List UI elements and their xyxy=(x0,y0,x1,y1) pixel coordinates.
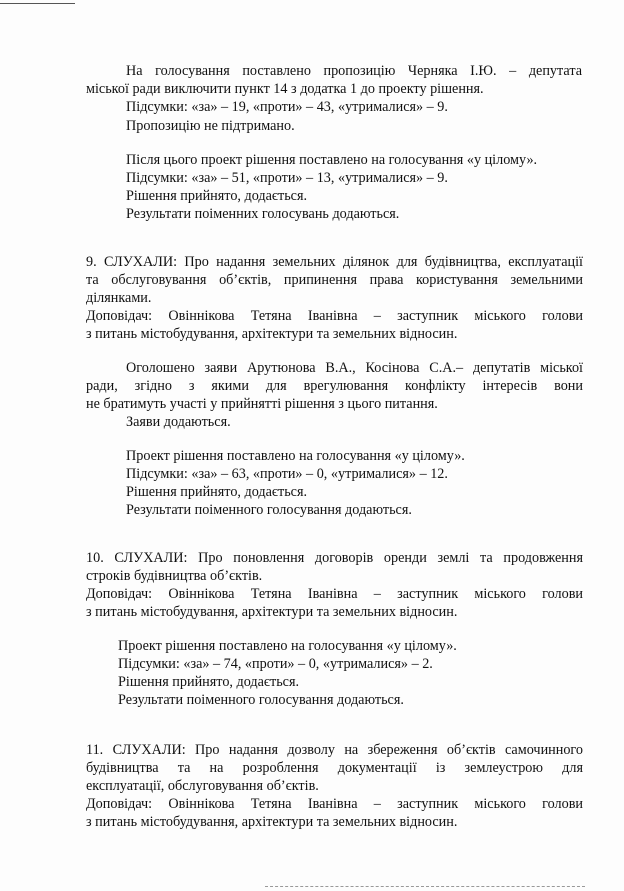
item9-statements: Оголошено заяви Арутюнова В.А., Косінова С.А.– депутатів міської xyxy=(126,360,583,376)
item10-vote-line: Проект рішення поставлено на голосування «у цілому». xyxy=(118,638,457,654)
item11-heading-cont: будівництва та на розроблення документації із землеустрою для xyxy=(86,760,583,776)
item11-heading-end: експлуатації, обслуговування об’єктів. xyxy=(86,778,319,794)
item10-speaker: Доповідач: Овіннікова Тетяна Іванівна – заступник міського голови xyxy=(86,586,583,602)
proposal-line-2: міської ради виключити пункт 14 з додатка 1 до проекту рішення. xyxy=(86,81,484,97)
item9-decision: Рішення прийнято, додається. xyxy=(126,484,308,500)
vote-whole-line: Після цього проект рішення поставлено на голосування «у цілому». xyxy=(126,152,538,168)
item9-statements-end: не братимуть участі у прийнятті рішення з цього питання. xyxy=(86,396,438,412)
item10-vote-results: Підсумки: «за» – 74, «проти» – 0, «утрималися» – 2. xyxy=(118,656,433,672)
item9-roll-call: Результати поіменного голосування додаються. xyxy=(126,502,412,518)
item9-heading-cont: та обслуговування об’єктів, припинення права користування земельними xyxy=(86,272,583,288)
proposal-results: Підсумки: «за» – 19, «проти» – 43, «утрималися» – 9. xyxy=(126,99,448,115)
scan-artifact-line xyxy=(0,3,75,4)
item11-heading: 11. СЛУХАЛИ: Про надання дозволу на збереження об’єктів самочинного xyxy=(86,742,583,758)
item9-vote-results: Підсумки: «за» – 63, «проти» – 0, «утрималися» – 12. xyxy=(126,466,448,482)
vote-whole-results: Підсумки: «за» – 51, «проти» – 13, «утрималися» – 9. xyxy=(126,170,448,186)
item9-heading: 9. СЛУХАЛИ: Про надання земельних ділянок для будівництва, експлуатації xyxy=(86,254,583,270)
item9-statements-cont: ради, згідно з якими для врегулювання конфлікту інтересів вони xyxy=(86,378,583,394)
item10-decision: Рішення прийнято, додається. xyxy=(118,674,300,690)
decision-adopted: Рішення прийнято, додається. xyxy=(126,188,308,204)
proposal-line-1: На голосування поставлено пропозицію Черняка І.Ю. – депутата xyxy=(126,63,582,79)
item10-roll-call: Результати поіменного голосування додаються. xyxy=(118,692,404,708)
item9-statements-attached: Заяви додаються. xyxy=(126,414,231,430)
scan-artifact-bottom xyxy=(265,886,585,888)
item9-speaker-role: з питань містобудування, архітектури та земельних відносин. xyxy=(86,326,458,342)
item11-speaker-role: з питань містобудування, архітектури та земельних відносин. xyxy=(86,814,458,830)
item9-vote-line: Проект рішення поставлено на голосування «у цілому». xyxy=(126,448,465,464)
item9-heading-end: ділянками. xyxy=(86,290,152,306)
item10-heading: 10. СЛУХАЛИ: Про поновлення договорів оренди землі та продовження xyxy=(86,550,583,566)
item10-speaker-role: з питань містобудування, архітектури та земельних відносин. xyxy=(86,604,458,620)
proposal-outcome: Пропозицію не підтримано. xyxy=(126,118,295,134)
item11-speaker: Доповідач: Овіннікова Тетяна Іванівна – заступник міського голови xyxy=(86,796,583,812)
roll-call-results: Результати поіменних голосувань додаються. xyxy=(126,206,400,222)
item10-heading-end: строків будівництва об’єктів. xyxy=(86,568,263,584)
item9-speaker: Доповідач: Овіннікова Тетяна Іванівна – заступник міського голови xyxy=(86,308,583,324)
